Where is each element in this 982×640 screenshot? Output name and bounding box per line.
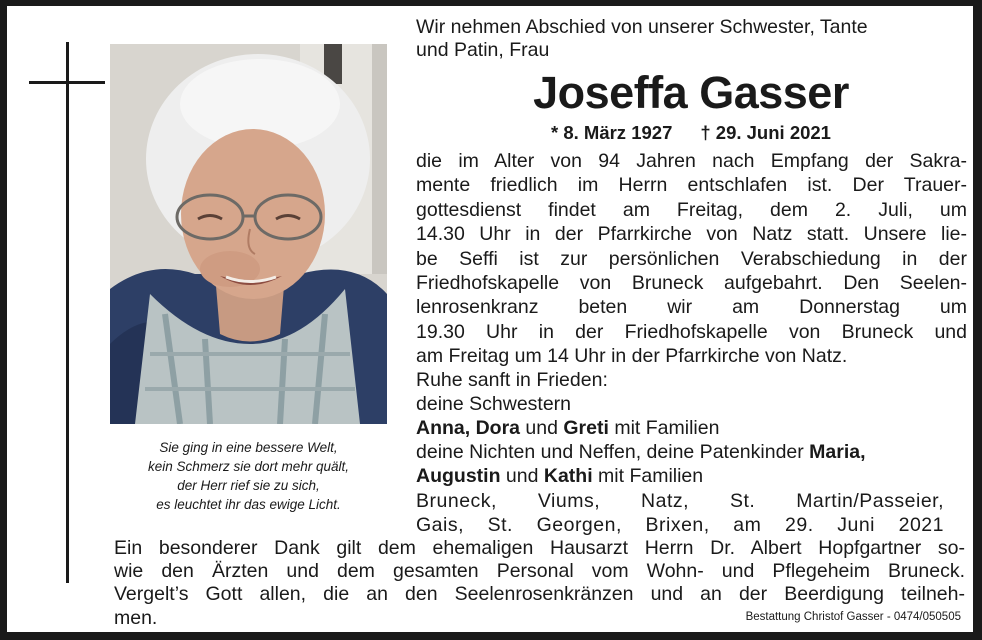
thanks-line: Vergelt’s Gott allen, die an den Seelenrosenkränzen und an der Beerdigung teilneh- [114,583,965,606]
body-line: Friedhofskapelle von Bruneck aufgebahrt. Den Seelen- [416,272,967,295]
place-line: Gais, St. Georgen, Brixen, am 29. Juni 2021 [416,514,944,536]
body-line: lenrosenkranz beten wir am Donnerstag um [416,296,967,319]
cross-vertical-bar [66,42,69,583]
poem-line: Sie ging in eine bessere Welt, [159,440,338,455]
sister-name: Greti [563,417,609,439]
godchild-name: Maria, [809,441,866,463]
place-date [416,489,944,537]
death-date: † 29. Juni 2021 [700,122,831,143]
family-line: deine Schwestern [416,393,572,415]
family-line: Augustin und Kathi mit Familien [416,465,704,487]
place-line: Bruneck, Viums, Natz, St. Martin/Passeier, [416,490,944,512]
poem-line: der Herr rief sie zu sich, [177,478,320,493]
thanks-line: wie den Ärzten und dem gesamten Personal vom Wohn- und Pflegeheim Bruneck. [114,560,965,583]
poem-line: es leuchtet ihr das ewige Licht. [156,497,341,512]
body-line: be Seffi ist zur persönlichen Verabschiedung in der [416,247,967,270]
portrait-photo [110,44,387,424]
body-line: die im Alter von 94 Jahren nach Empfang der Sakra- [416,150,967,172]
intro-text [416,16,966,62]
family-line: Anna, Dora und Greti mit Familien [416,417,720,439]
intro-line: Wir nehmen Abschied von unserer Schwester, Tante [416,16,868,38]
thanks-line: men. [114,606,158,629]
family-section [416,368,967,488]
godchild-name: Augustin [416,465,501,487]
deceased-name: Joseffa Gasser [533,67,849,118]
family-line: deine Nichten und Neffen, deine Patenkinder Maria, [416,441,866,463]
intro-line: und Patin, Frau [416,39,550,61]
thanks-line: Ein besonderer Dank gilt dem ehemaligen Hausarzt Herrn Dr. Albert Hopfgartner so- [114,537,965,559]
body-line: mente friedlich im Herrn entschlafen ist. Der Trauer- [416,174,967,197]
body-line: 19.30 Uhr in der Friedhofskapelle von Bruneck und [416,320,967,343]
birth-date: * 8. März 1927 [551,122,673,143]
memorial-poem [107,438,390,514]
family-line: Ruhe sanft in Frieden: [416,369,608,391]
announcement-body [416,149,967,369]
poem-line: kein Schmerz sie dort mehr quält, [147,459,350,474]
body-line: am Freitag um 14 Uhr in der Pfarrkirche von Natz. [416,345,848,368]
obituary-card [7,6,973,632]
life-dates [417,122,965,144]
funeral-home-credit: Bestattung Christof Gasser - 0474/050505 [745,611,961,623]
sister-names: Anna, Dora [416,417,521,439]
godchild-name: Kathi [543,465,593,487]
cross-horizontal-bar [29,81,105,84]
body-line: gottesdienst findet am Freitag, dem 2. Juli, um [416,198,967,221]
body-line: 14.30 Uhr in der Pfarrkirche von Natz statt. Unsere lie- [416,223,967,246]
